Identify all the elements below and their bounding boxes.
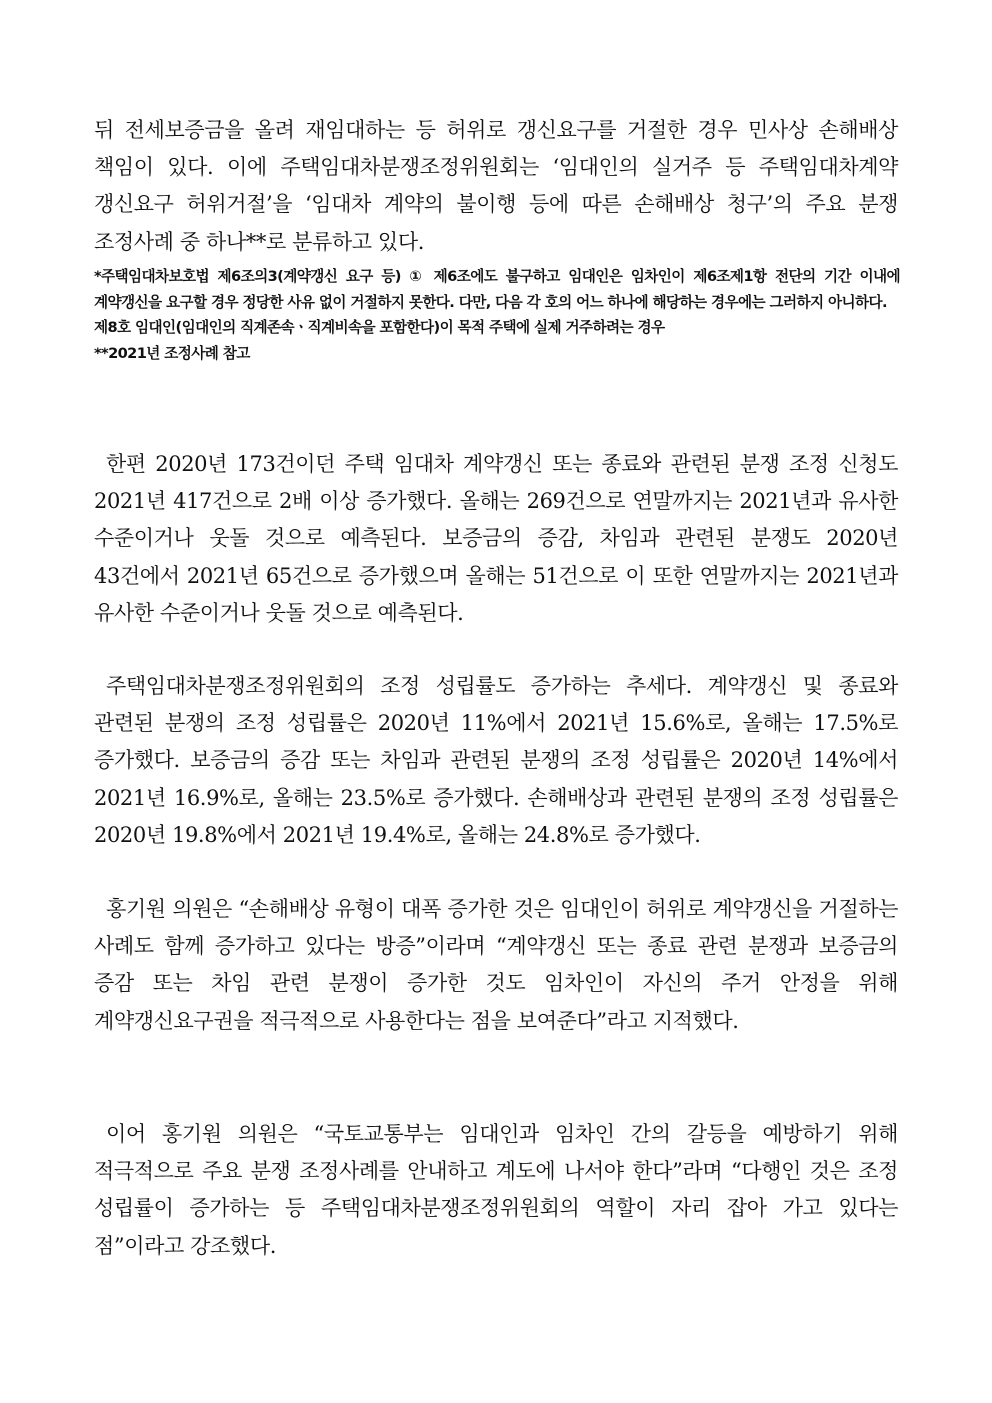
footnote-reference: **2021년 조정사례 참고 <box>94 344 250 362</box>
footnote-law-article: *주택임대차보호법 제6조의3(계약갱신 요구 등) ① 제6조에도 불구하고 임대인은 임차인이 제6조제1항 전단의 기간 이내에 계약갱신을 요구할 경우 정당한 사유 없이 거절하지 못한다. 다만, 다음 각 호의 어느 하나에 해당하는 경우에는 그러하지 아니하다. <box>94 268 900 311</box>
paragraph-continuation: 뒤 전세보증금을 올려 재임대하는 등 허위로 갱신요구를 거절한 경우 민사상 손해배상 책임이 있다. 이에 주택임대차분쟁조정위원회는 ‘임대인의 실거주 등 주택임대차계약 갱신요구 허위거절’을 ‘임대차 계약의 불이행 등에 따른 손해배상 청구’의 주요 분쟁 조정사례 중 하나**로 분류하고 있다. <box>94 118 898 254</box>
paragraph-mediation-rate: 주택임대차분쟁조정위원회의 조정 성립률도 증가하는 추세다. 계약갱신 및 종료와 관련된 분쟁의 조정 성립률은 2020년 11%에서 2021년 15.6%로, 올해는 17.5%로 증가했다. 보증금의 증감 또는 차임과 관련된 분쟁의 조정 성립률은 2020년 14%에서 2021년 16.9%로, 올해는 23.5%로 증가했다. 손해배상과 관련된 분쟁의 조정 성립률은 2020년 19.8%에서 2021년 19.4%로, 올해는 24.8%로 증가했다. <box>94 674 898 847</box>
paragraph-quote-2: 이어 홍기원 의원은 “국토교통부는 임대인과 임차인 간의 갈등을 예방하기 위해 적극적으로 주요 분쟁 조정사례를 안내하고 계도에 나서야 한다”라며 “다행인 것은 조정 성립률이 증가하는 등 주택임대차분쟁조정위원회의 역할이 자리 잡아 가고 있다는 점”이라고 강조했다. <box>94 1122 898 1258</box>
footnotes <box>94 264 900 366</box>
footnote-item-8: 제8호 임대인(임대인의 직계존속ㆍ직계비속을 포함한다)이 목적 주택에 실제 거주하려는 경우 <box>94 319 665 337</box>
paragraph-quote-1: 홍기원 의원은 “손해배상 유형이 대폭 증가한 것은 임대인이 허위로 계약갱신을 거절하는 사례도 함께 증가하고 있다는 방증”이라며 “계약갱신 또는 종료 관련 분쟁과 보증금의 증감 또는 차임 관련 분쟁이 증가한 것도 임차인이 자신의 주거 안정을 위해 계약갱신요구권을 적극적으로 사용한다는 점을 보여준다”라고 지적했다. <box>94 897 898 1033</box>
paragraph-dispute-statistics: 한편 2020년 173건이던 주택 임대차 계약갱신 또는 종료와 관련된 분쟁 조정 신청도 2021년 417건으로 2배 이상 증가했다. 올해는 269건으로 연말까지는 2021년과 유사한 수준이거나 웃돌 것으로 예측된다. 보증금의 증감, 차임과 관련된 분쟁도 2020년 43건에서 2021년 65건으로 증가했으며 올해는 51건으로 이 또한 연말까지는 2021년과 유사한 수준이거나 웃돌 것으로 예측된다. <box>94 452 898 625</box>
